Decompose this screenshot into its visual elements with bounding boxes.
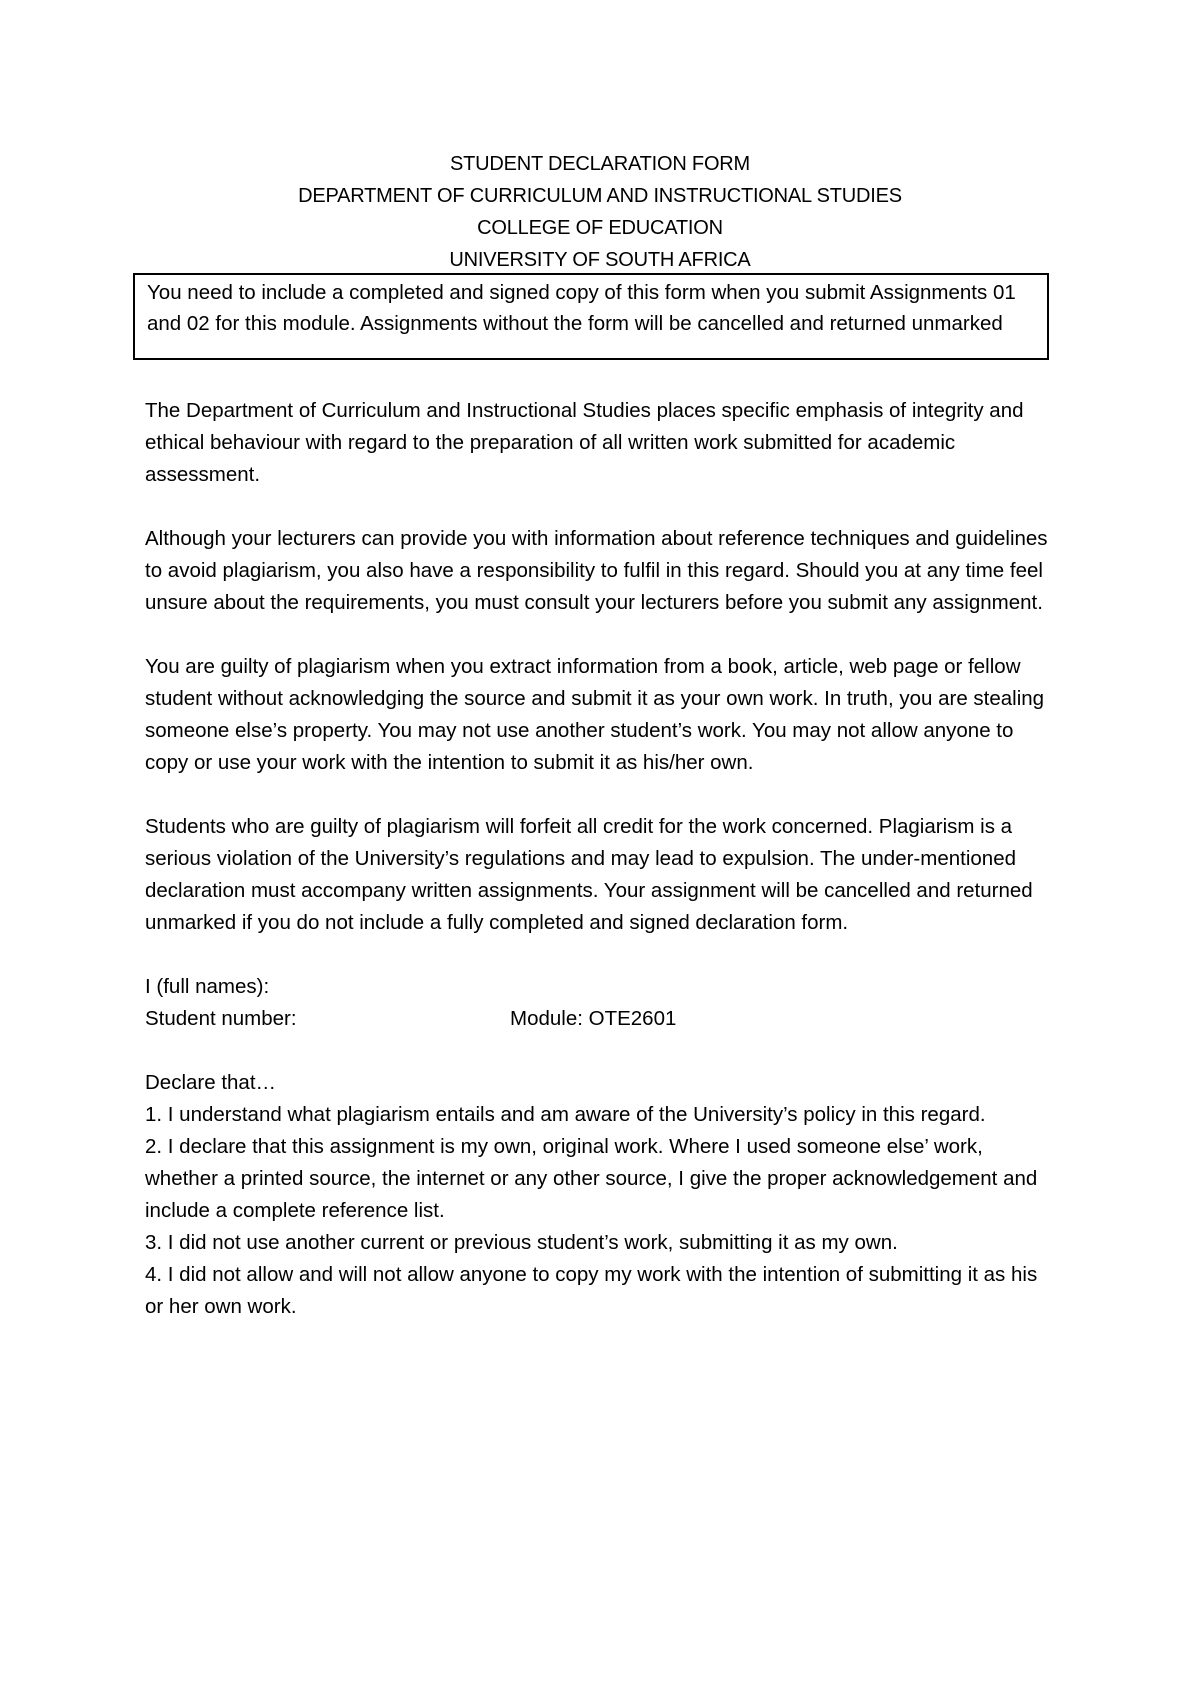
full-names-row — [145, 971, 1060, 1003]
full-names-label: I (full names): — [145, 975, 270, 998]
paragraph-consequences: Students who are guilty of plagiarism will forfeit all credit for the work concerned. Plagiarism is a serious violation of the University’s regulations and may lead to expulsion. The under-mentioned declaration must accompany written assignments. Your assignment will be cancelled and returned unmarked if you do not include a fully completed and signed declaration form. — [145, 815, 1033, 934]
submission-notice-text: You need to include a completed and signed copy of this form when you submit Assignments 01 and 02 for this module. Assignments without the form will be cancelled and returned unmarked — [147, 281, 1016, 335]
student-details — [145, 971, 1060, 1035]
module-label: Module: OTE2601 — [510, 1007, 677, 1030]
paragraph-integrity: The Department of Curriculum and Instructional Studies places specific emphasis of integrity and ethical behaviour with regard to the preparation of all written work submitted for academic assessment. — [145, 399, 1024, 486]
paragraph-responsibility: Although your lecturers can provide you with information about reference techniques and guidelines to avoid plagiarism, you also have a responsibility to fulfil in this regard. Should you at any time feel unsure about the requirements, you must consult your lecturers before you submit any assignment. — [145, 527, 1048, 614]
form-header — [0, 148, 1200, 276]
declaration-item: 4. I did not allow and will not allow anyone to copy my work with the intention of submitting it as his or her own work. — [145, 1263, 1038, 1318]
form-title: STUDENT DECLARATION FORM — [449, 153, 751, 175]
college-name: COLLEGE OF EDUCATION — [477, 217, 723, 239]
declaration-item: 1. I understand what plagiarism entails and am aware of the University’s policy in this regard. — [145, 1103, 986, 1126]
declaration-intro: Declare that… — [145, 1071, 277, 1094]
paragraph-plagiarism-definition: You are guilty of plagiarism when you extract information from a book, article, web page or fellow student without acknowledging the source and submit it as your own work. In truth, you are stealing someone else’s property. You may not use another student’s work. You may not allow anyone to copy or use your work with the intention to submit it as his/her own. — [145, 655, 1045, 774]
department-name: DEPARTMENT OF CURRICULUM AND INSTRUCTIONAL STUDIES — [298, 185, 902, 207]
submission-notice-box — [133, 273, 1049, 360]
declaration-item: 3. I did not use another current or previous student’s work, submitting it as my own. — [145, 1231, 898, 1254]
declaration-item: 2. I declare that this assignment is my own, original work. Where I used someone else’ work, whether a printed source, the internet or any other source, I give the proper acknowledgement and include a complete reference list. — [145, 1135, 1038, 1222]
declaration-body — [145, 395, 1060, 1323]
declaration-statements — [145, 1067, 1060, 1323]
student-number-row — [145, 1003, 1060, 1035]
student-number-label: Student number: — [145, 1007, 297, 1030]
university-name: UNIVERSITY OF SOUTH AFRICA — [449, 249, 751, 271]
